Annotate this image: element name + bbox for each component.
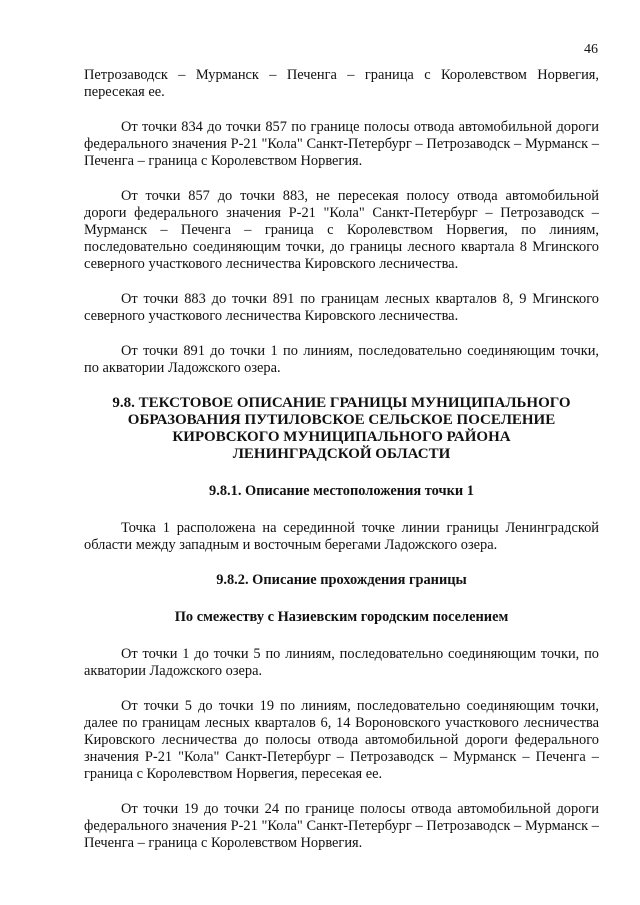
subheading-boundary-description: 9.8.2. Описание прохождения границы — [216, 572, 467, 588]
section-heading-line: КИРОВСКОГО МУНИЦИПАЛЬНОГО РАЙОНА — [172, 429, 511, 445]
paragraph-point-1: Точка 1 расположена на серединной точке линии границы Ленинградской области между западным и восточным берегами Ладожского озера. — [84, 520, 599, 553]
paragraph-continued: Петрозаводск – Мурманск – Печенга – граница с Королевством Норвегия, пересекая ее. — [84, 67, 599, 100]
subheading-adjacency: По смежеству с Назиевским городским поселением — [174, 609, 509, 625]
paragraph: От точки 5 до точки 19 по линиям, последовательно соединяющим точки, далее по границам лесных кварталов 6, 14 Вороновского участкового лесничества Кировского лесничества до полосы отвода автомобильной дороги федерального значения Р-21 "Кола" Санкт-Петербург – Петрозаводск – Мурманск – Печенга – граница с Королевством Норвегия, пересекая ее. — [84, 698, 599, 782]
section-heading — [84, 395, 599, 463]
subheading-point-location: 9.8.1. Описание местоположения точки 1 — [209, 483, 474, 499]
document-body — [84, 67, 599, 870]
section-heading-line: ОБРАЗОВАНИЯ ПУТИЛОВСКОЕ СЕЛЬСКОЕ ПОСЕЛЕНИЕ — [127, 412, 556, 428]
section-heading-line: ЛЕНИНГРАДСКОЙ ОБЛАСТИ — [232, 446, 451, 462]
paragraph: От точки 891 до точки 1 по линиям, последовательно соединяющим точки, по акватории Ладожского озера. — [84, 343, 599, 376]
paragraph: От точки 857 до точки 883, не пересекая полосу отвода автомобильной дороги федерального значения Р-21 "Кола" Санкт-Петербург – Петрозаводск – Мурманск – Печенга – граница с Королевством Норвегия, по линиям, последовательно соединяющим точки, до границы лесного квартала 8 Мгинского северного участкового лесничества Кировского лесничества. — [84, 188, 599, 272]
paragraph: От точки 834 до точки 857 по границе полосы отвода автомобильной дороги федерального значения Р-21 "Кола" Санкт-Петербург – Петрозаводск – Мурманск – Печенга – граница с Королевством Норвегия. — [84, 119, 599, 169]
section-heading-line: 9.8. ТЕКСТОВОЕ ОПИСАНИЕ ГРАНИЦЫ МУНИЦИПАЛЬНОГО — [112, 395, 571, 411]
paragraph: От точки 1 до точки 5 по линиям, последовательно соединяющим точки, по акватории Ладожского озера. — [84, 646, 599, 679]
paragraph: От точки 883 до точки 891 по границам лесных кварталов 8, 9 Мгинского северного участкового лесничества Кировского лесничества. — [84, 291, 599, 324]
page-number: 46 — [584, 42, 598, 57]
paragraph: От точки 19 до точки 24 по границе полосы отвода автомобильной дороги федерального значения Р-21 "Кола" Санкт-Петербург – Петрозаводск – Мурманск – Печенга – граница с Королевством Норвегия. — [84, 801, 599, 851]
